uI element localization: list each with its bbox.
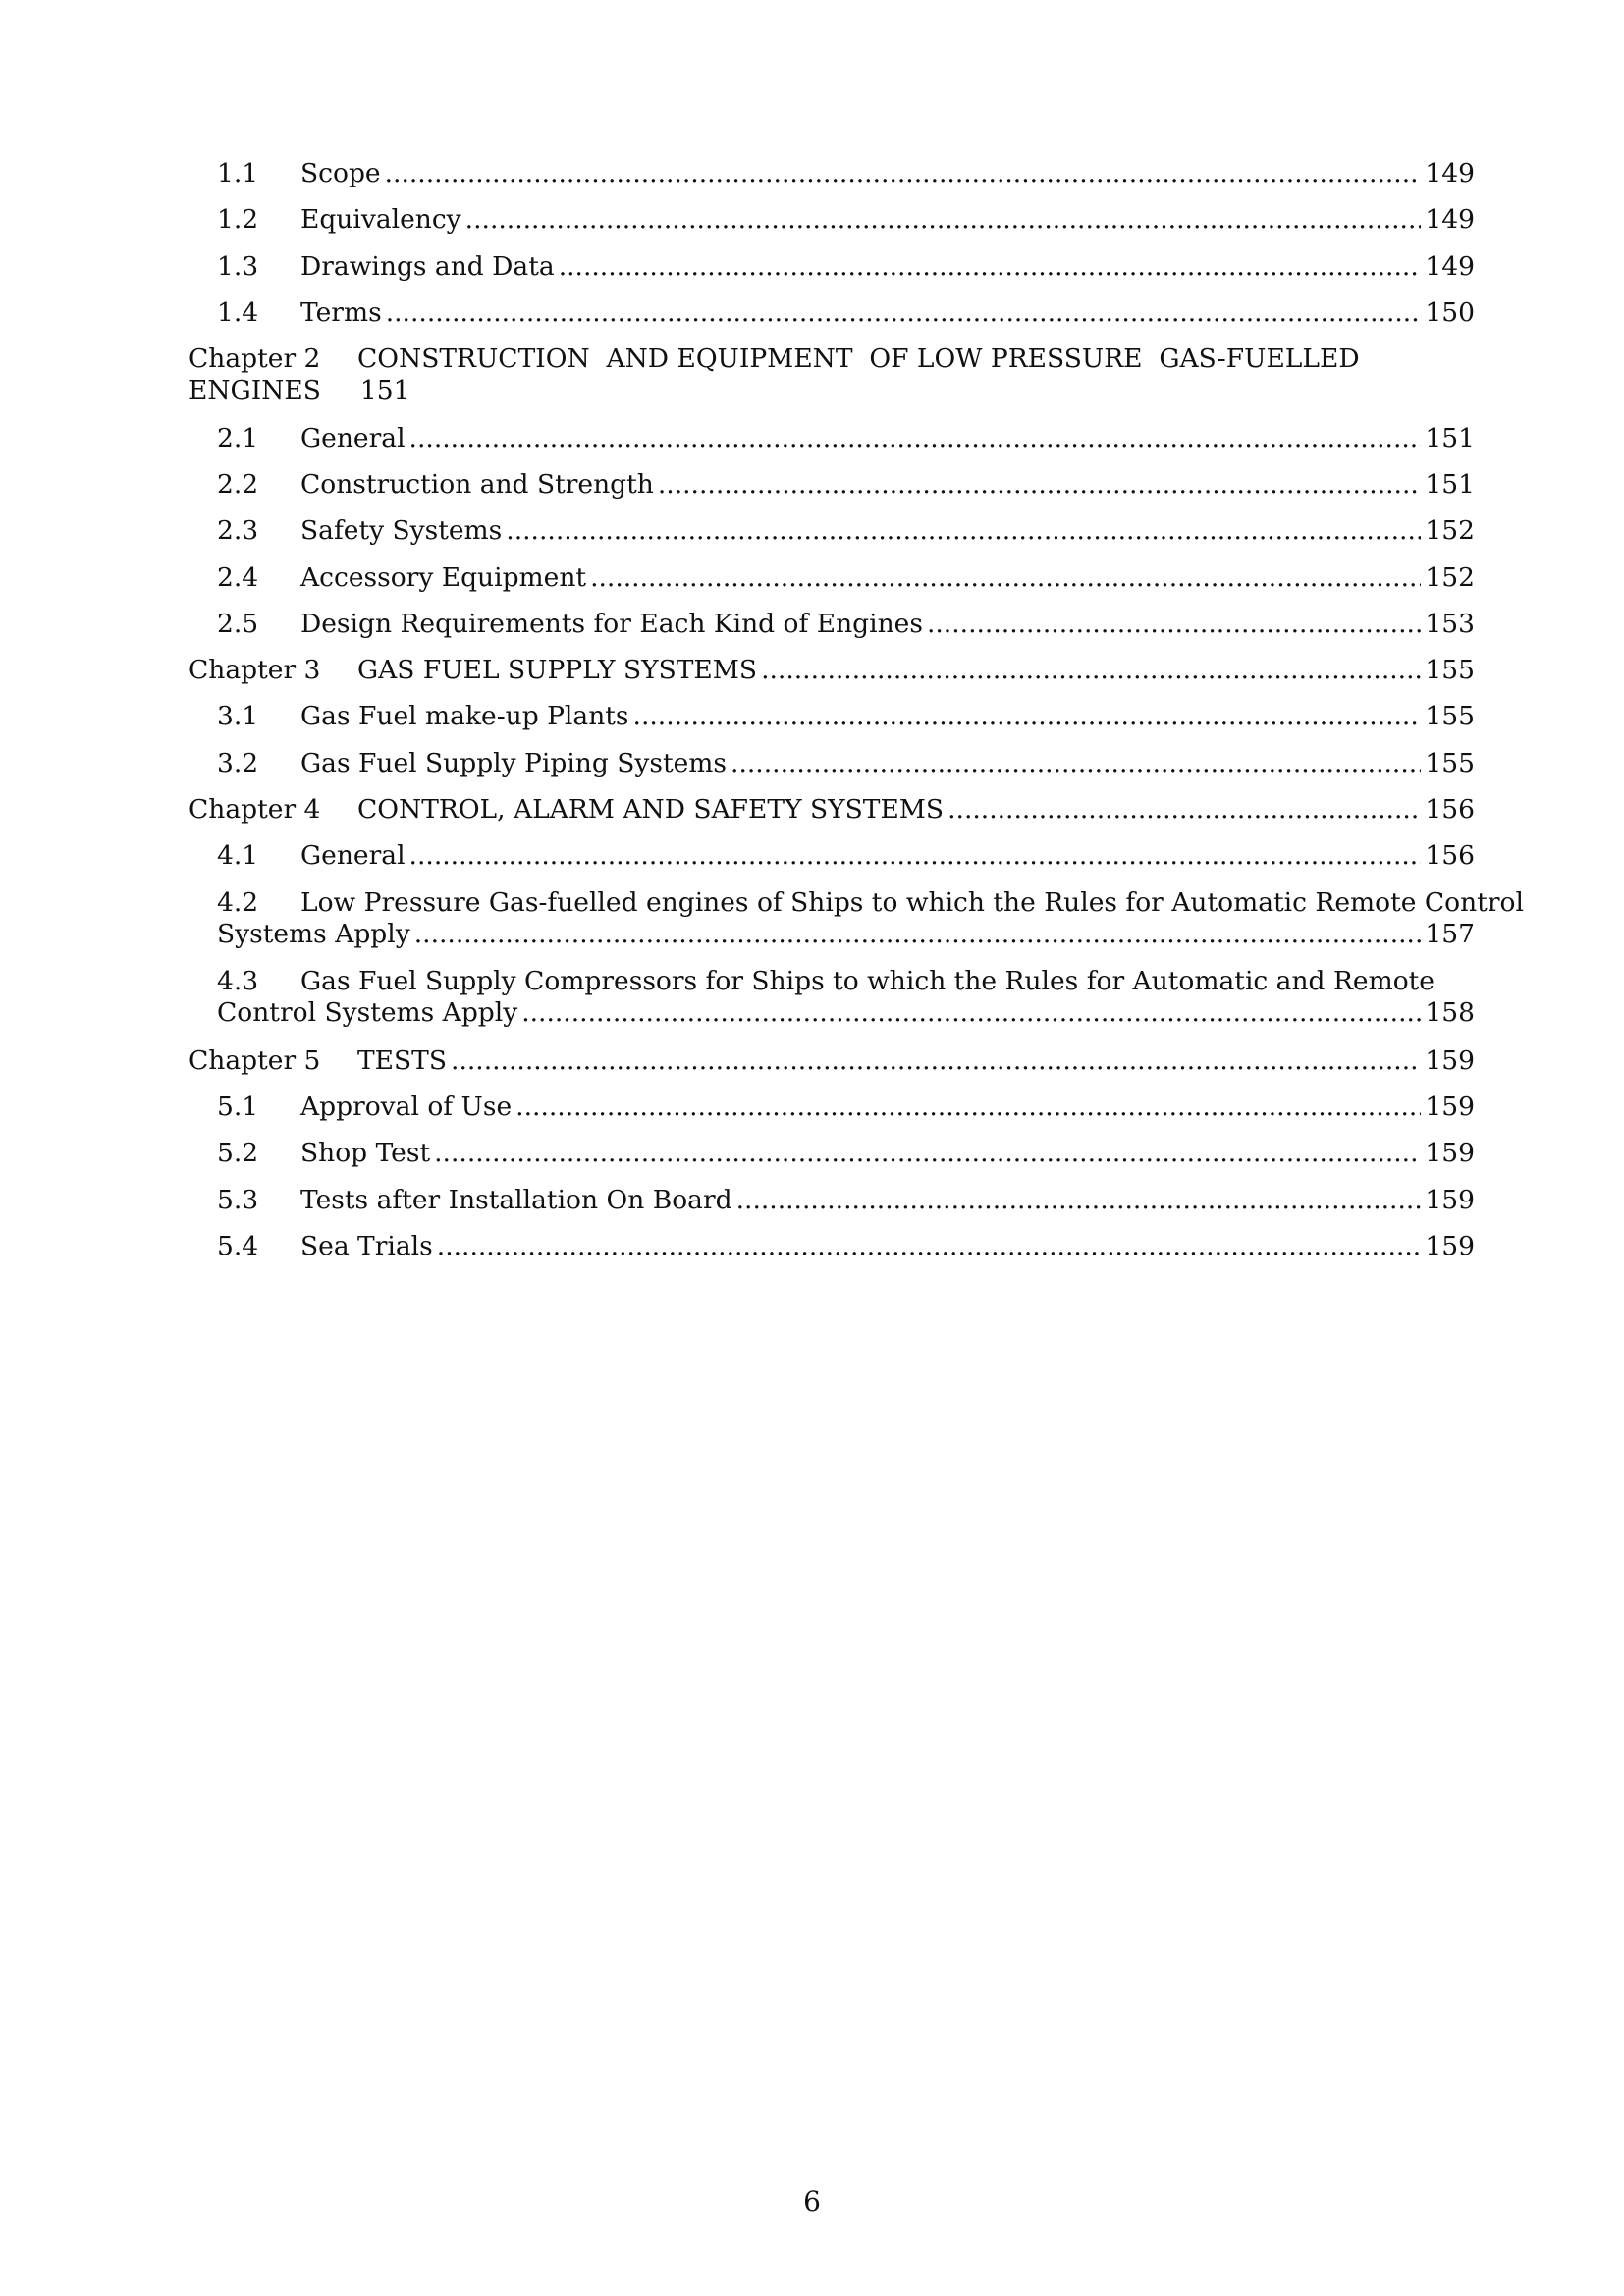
toc-chapter-entry[interactable] bbox=[189, 791, 1475, 837]
toc-page: 157 bbox=[1425, 918, 1475, 949]
toc-entry[interactable] bbox=[189, 512, 1475, 559]
toc-entry[interactable] bbox=[189, 248, 1475, 294]
toc-entry[interactable] bbox=[189, 698, 1475, 744]
toc-number: 1.2 bbox=[217, 204, 259, 236]
toc-title: Gas Fuel Supply Compressors for Ships to which the Rules for Automatic and Remote bbox=[300, 966, 1435, 997]
toc-number: 5.2 bbox=[217, 1138, 259, 1169]
toc-title-continued: Control Systems Apply bbox=[217, 997, 518, 1029]
leader-dots bbox=[506, 514, 1421, 548]
toc-entry[interactable] bbox=[189, 745, 1475, 791]
toc-page: 159 bbox=[1425, 1230, 1475, 1261]
toc-number: 3.1 bbox=[217, 701, 259, 732]
toc-number: Chapter 4 bbox=[189, 794, 321, 826]
toc-entry[interactable] bbox=[189, 201, 1475, 247]
toc-page: 156 bbox=[1425, 840, 1475, 872]
toc-entry[interactable] bbox=[189, 963, 1475, 1042]
leader-dots bbox=[386, 296, 1422, 330]
toc-chapter-entry[interactable] bbox=[189, 652, 1475, 698]
toc-page: 159 bbox=[1425, 1044, 1475, 1076]
toc-number: Chapter 5 bbox=[189, 1044, 321, 1076]
leader-dots bbox=[414, 918, 1422, 951]
toc-title: Sea Trials bbox=[300, 1230, 433, 1261]
leader-dots bbox=[633, 700, 1422, 733]
toc-title: CONTROL, ALARM AND SAFETY SYSTEMS bbox=[357, 794, 945, 826]
toc-title: General bbox=[300, 840, 406, 872]
leader-dots bbox=[559, 250, 1422, 284]
leader-dots bbox=[451, 1044, 1421, 1078]
leader-dots bbox=[736, 1184, 1422, 1217]
toc-page: 156 bbox=[1425, 794, 1475, 826]
toc-page: 155 bbox=[1425, 701, 1475, 732]
toc-title: Gas Fuel make-up Plants bbox=[300, 701, 629, 732]
toc-page: 149 bbox=[1425, 158, 1475, 188]
toc-entry[interactable] bbox=[189, 1182, 1475, 1228]
toc-number: 1.1 bbox=[217, 158, 259, 188]
toc-number: 5.1 bbox=[217, 1091, 259, 1122]
leader-dots bbox=[658, 468, 1422, 502]
toc-entry[interactable] bbox=[189, 466, 1475, 512]
toc-number: 2.2 bbox=[217, 468, 259, 500]
leader-dots bbox=[515, 1091, 1421, 1124]
leader-dots bbox=[385, 157, 1422, 190]
toc-title: Safety Systems bbox=[300, 515, 503, 547]
toc-number: 4.3 bbox=[217, 966, 259, 997]
toc-chapter-entry[interactable] bbox=[189, 341, 1475, 420]
toc-title: General bbox=[300, 422, 406, 454]
toc-entry[interactable] bbox=[189, 420, 1475, 466]
toc-entry[interactable] bbox=[189, 1135, 1475, 1181]
toc-entry[interactable] bbox=[189, 1089, 1475, 1135]
toc-number: 5.3 bbox=[217, 1184, 259, 1215]
toc-entry[interactable] bbox=[189, 837, 1475, 883]
leader-dots bbox=[947, 793, 1421, 827]
toc-number: Chapter 2 bbox=[189, 344, 321, 375]
toc-title: Gas Fuel Supply Piping Systems bbox=[300, 747, 728, 778]
toc-title: Low Pressure Gas-fuelled engines of Ships to which the Rules for Automatic Remote Control bbox=[300, 886, 1524, 918]
toc-entry[interactable] bbox=[189, 884, 1524, 964]
toc-title: CONSTRUCTION AND EQUIPMENT OF LOW PRESSURE GAS-FUELLED bbox=[357, 344, 1360, 375]
toc-page: 159 bbox=[1425, 1091, 1475, 1122]
toc-entry[interactable] bbox=[189, 560, 1475, 606]
toc-number: 1.4 bbox=[217, 296, 259, 328]
toc-number: 2.1 bbox=[217, 422, 259, 454]
toc-number: 3.2 bbox=[217, 747, 259, 778]
toc-number: 1.3 bbox=[217, 250, 259, 282]
leader-dots bbox=[434, 1137, 1421, 1170]
toc-page: 158 bbox=[1425, 997, 1475, 1029]
toc-number: 4.2 bbox=[217, 886, 259, 918]
leader-dots bbox=[590, 561, 1421, 595]
toc-title: Equivalency bbox=[300, 204, 461, 236]
leader-dots bbox=[927, 608, 1421, 641]
toc-title: Scope bbox=[300, 158, 381, 188]
toc-page: 150 bbox=[1425, 296, 1475, 328]
toc-page: 149 bbox=[1425, 250, 1475, 282]
toc-page: 151 bbox=[1425, 422, 1475, 454]
toc-number: 2.3 bbox=[217, 515, 259, 547]
toc-number: 5.4 bbox=[217, 1230, 259, 1261]
toc-page: 151 bbox=[359, 375, 410, 406]
leader-dots bbox=[465, 203, 1422, 237]
toc-title: Construction and Strength bbox=[300, 468, 654, 500]
toc-number: 2.5 bbox=[217, 608, 259, 639]
leader-dots bbox=[761, 654, 1421, 687]
toc-page: 151 bbox=[1425, 468, 1475, 500]
leader-dots bbox=[409, 839, 1422, 873]
toc-title: Tests after Installation On Board bbox=[300, 1184, 732, 1215]
toc-page: 152 bbox=[1425, 561, 1475, 593]
toc-page: 155 bbox=[1425, 747, 1475, 778]
toc-number: 2.4 bbox=[217, 561, 259, 593]
leader-dots bbox=[521, 996, 1421, 1030]
toc-number: 4.1 bbox=[217, 840, 259, 872]
toc-title: Design Requirements for Each Kind of Engines bbox=[300, 608, 923, 639]
toc-page: 159 bbox=[1425, 1138, 1475, 1169]
toc-title: Terms bbox=[300, 296, 382, 328]
toc-entry[interactable] bbox=[189, 1228, 1475, 1274]
toc-page: 152 bbox=[1425, 515, 1475, 547]
toc-title: TESTS bbox=[357, 1044, 448, 1076]
toc-title: Accessory Equipment bbox=[300, 561, 587, 593]
toc-title: Shop Test bbox=[300, 1138, 431, 1169]
toc-title-continued: ENGINES bbox=[189, 375, 321, 406]
toc-entry[interactable] bbox=[189, 606, 1475, 652]
leader-dots bbox=[731, 747, 1421, 780]
toc-entry[interactable] bbox=[189, 294, 1475, 341]
toc-title: GAS FUEL SUPPLY SYSTEMS bbox=[357, 655, 758, 686]
toc-page: 159 bbox=[1425, 1184, 1475, 1215]
toc-page: 153 bbox=[1425, 608, 1475, 639]
toc-number: Chapter 3 bbox=[189, 655, 321, 686]
toc-chapter-entry[interactable] bbox=[189, 1042, 1475, 1089]
leader-dots bbox=[437, 1230, 1422, 1263]
toc-title-continued: Systems Apply bbox=[217, 918, 410, 949]
toc-title: Drawings and Data bbox=[300, 250, 555, 282]
leader-dots bbox=[409, 422, 1422, 455]
toc-page: 149 bbox=[1425, 204, 1475, 236]
toc-title: Approval of Use bbox=[300, 1091, 513, 1122]
toc-entry[interactable] bbox=[189, 155, 1475, 201]
table-of-contents bbox=[189, 155, 1524, 1274]
toc-page: 155 bbox=[1425, 655, 1475, 686]
page-number: 6 bbox=[803, 2185, 821, 2217]
